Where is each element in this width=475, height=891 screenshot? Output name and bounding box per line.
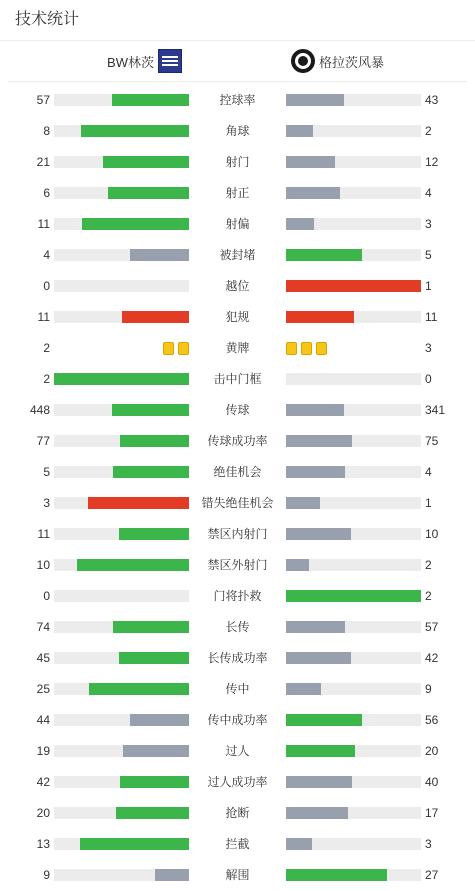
- away-bar: [286, 466, 345, 478]
- home-bar: [103, 156, 189, 168]
- stat-row: [0, 643, 475, 674]
- away-value: 11: [425, 310, 438, 324]
- stat-name: 错失绝佳机会: [201, 496, 274, 510]
- yellow-card-icon: [286, 342, 297, 355]
- stat-row: [0, 457, 475, 488]
- home-value: 42: [36, 775, 50, 789]
- away-bar: [286, 156, 335, 168]
- stat-name: 黄牌: [225, 341, 250, 355]
- home-bar: [77, 559, 189, 571]
- stat-name: 拦截: [225, 837, 250, 851]
- home-team[interactable]: [107, 41, 182, 81]
- stat-row: [0, 581, 475, 612]
- home-bar: [130, 249, 189, 261]
- away-value: 2: [425, 558, 432, 572]
- home-bar: [123, 745, 189, 757]
- yellow-card-icon: [316, 342, 327, 355]
- stat-name: 犯规: [225, 310, 250, 324]
- home-bar: [130, 714, 189, 726]
- stat-row: [0, 85, 475, 116]
- stat-name: 禁区外射门: [207, 558, 268, 572]
- away-bar: [286, 869, 387, 881]
- stat-name: 击中门框: [213, 372, 262, 386]
- home-bar-track: [54, 373, 189, 385]
- stat-name: 传中成功率: [207, 713, 268, 727]
- home-value: 25: [36, 682, 50, 696]
- away-bar-track: [286, 404, 421, 416]
- stat-row: [0, 426, 475, 457]
- away-bar: [286, 838, 312, 850]
- stat-name: 解围: [225, 868, 250, 882]
- home-bar-track: [54, 187, 189, 199]
- home-bar-track: [54, 714, 189, 726]
- home-bar: [80, 838, 189, 850]
- home-bar: [155, 869, 189, 881]
- away-value: 4: [425, 465, 432, 479]
- away-bar-track: [286, 652, 421, 664]
- away-bar: [286, 652, 351, 664]
- stat-row: [0, 550, 475, 581]
- home-bar-track: [54, 249, 189, 261]
- home-value: 448: [29, 403, 50, 417]
- away-value: 2: [425, 124, 432, 138]
- home-value: 5: [43, 465, 50, 479]
- away-value: 12: [425, 155, 439, 169]
- away-bar-track: [286, 497, 421, 509]
- home-bar: [81, 125, 189, 137]
- away-bar-track: [286, 528, 421, 540]
- stat-row: [0, 736, 475, 767]
- stat-name: 禁区内射门: [207, 527, 268, 541]
- away-bar: [286, 776, 352, 788]
- stat-name: 过人成功率: [207, 775, 268, 789]
- away-bar: [286, 559, 309, 571]
- away-value: 27: [425, 868, 439, 882]
- away-bar: [286, 435, 352, 447]
- home-bar-track: [54, 280, 189, 292]
- home-value: 11: [37, 527, 50, 541]
- yellow-card-icon: [301, 342, 312, 355]
- away-value: 43: [425, 93, 439, 107]
- home-bar-track: [54, 683, 189, 695]
- away-team-name: 格拉茨风暴: [319, 54, 385, 70]
- away-bar-track: [286, 776, 421, 788]
- away-bar-track: [286, 807, 421, 819]
- home-bar: [119, 528, 189, 540]
- away-yellow-cards: [286, 342, 327, 354]
- away-bar-track: [286, 745, 421, 757]
- stat-name: 传中: [225, 682, 250, 696]
- stat-row: [0, 767, 475, 798]
- home-value: 9: [43, 868, 50, 882]
- yellow-card-icon: [178, 342, 189, 355]
- home-bar: [113, 466, 189, 478]
- away-value: 1: [425, 496, 432, 510]
- away-value: 3: [425, 341, 432, 355]
- home-bar-track: [54, 652, 189, 664]
- away-bar-track: [286, 187, 421, 199]
- away-bar-track: [286, 559, 421, 571]
- stat-row: [0, 209, 475, 240]
- teams-header: [8, 41, 467, 82]
- home-value: 2: [43, 341, 50, 355]
- home-bar: [120, 776, 189, 788]
- away-bar-track: [286, 311, 421, 323]
- stat-name: 被封堵: [219, 248, 256, 262]
- away-value: 4: [425, 186, 432, 200]
- home-value: 0: [43, 279, 50, 293]
- stat-name: 长传成功率: [207, 651, 268, 665]
- away-value: 20: [425, 744, 439, 758]
- home-bar-track: [54, 125, 189, 137]
- away-value: 57: [425, 620, 439, 634]
- stat-row: [0, 612, 475, 643]
- home-value: 11: [37, 217, 50, 231]
- stat-row: [0, 705, 475, 736]
- home-bar: [82, 218, 189, 230]
- away-bar-track: [286, 466, 421, 478]
- home-bar-track: [54, 745, 189, 757]
- stat-name: 传球成功率: [207, 434, 268, 448]
- away-bar: [286, 683, 321, 695]
- stats-list: [0, 85, 475, 891]
- away-bar-track: [286, 94, 421, 106]
- home-value: 0: [43, 589, 50, 603]
- away-bar-track: [286, 125, 421, 137]
- away-bar: [286, 404, 344, 416]
- stat-row: [0, 333, 475, 364]
- home-bar: [120, 435, 189, 447]
- stat-name: 射偏: [225, 217, 250, 231]
- home-bar: [116, 807, 189, 819]
- home-bar-track: [54, 838, 189, 850]
- home-bar-track: [54, 590, 189, 602]
- away-bar: [286, 187, 340, 199]
- away-value: 1: [425, 279, 432, 293]
- home-value: 77: [36, 434, 50, 448]
- away-value: 9: [425, 682, 432, 696]
- stat-row: [0, 860, 475, 891]
- away-value: 10: [425, 527, 439, 541]
- away-value: 17: [425, 806, 439, 820]
- stat-name: 角球: [225, 124, 250, 138]
- home-value: 2: [43, 372, 50, 386]
- home-bar-track: [54, 466, 189, 478]
- home-value: 21: [36, 155, 50, 169]
- home-value: 57: [36, 93, 50, 107]
- away-bar-track: [286, 249, 421, 261]
- stat-name: 长传: [225, 620, 250, 634]
- home-value: 20: [36, 806, 50, 820]
- stat-name: 过人: [225, 744, 250, 758]
- away-bar-track: [286, 869, 421, 881]
- stat-name: 门将扑救: [213, 589, 262, 603]
- home-value: 4: [43, 248, 50, 262]
- yellow-card-icon: [163, 342, 174, 355]
- away-team[interactable]: [291, 41, 384, 81]
- stat-row: [0, 798, 475, 829]
- away-bar-track: [286, 590, 421, 602]
- away-bar: [286, 745, 355, 757]
- away-bar: [286, 218, 314, 230]
- stat-name: 射门: [225, 155, 250, 169]
- home-yellow-cards: [163, 342, 189, 354]
- away-bar: [286, 249, 362, 261]
- stat-row: [0, 147, 475, 178]
- away-bar-track: [286, 373, 421, 385]
- home-value: 8: [43, 124, 50, 138]
- stat-name: 绝佳机会: [213, 465, 262, 479]
- away-bar: [286, 280, 421, 292]
- home-bar-track: [54, 528, 189, 540]
- home-bar-track: [54, 776, 189, 788]
- away-bar: [286, 590, 421, 602]
- away-bar-track: [286, 156, 421, 168]
- stat-name: 越位: [225, 279, 250, 293]
- away-bar: [286, 497, 320, 509]
- away-bar: [286, 621, 345, 633]
- home-bar-track: [54, 94, 189, 106]
- home-bar-track: [54, 404, 189, 416]
- home-bar-track: [54, 435, 189, 447]
- away-value: 40: [425, 775, 439, 789]
- stat-row: [0, 519, 475, 550]
- home-bar-track: [54, 621, 189, 633]
- stat-name: 抢断: [225, 806, 250, 820]
- home-value: 6: [43, 186, 50, 200]
- away-bar: [286, 94, 344, 106]
- away-value: 42: [425, 651, 439, 665]
- away-bar-track: [286, 838, 421, 850]
- away-bar-track: [286, 435, 421, 447]
- home-value: 74: [36, 620, 50, 634]
- home-value: 11: [37, 310, 50, 324]
- stat-row: [0, 302, 475, 333]
- home-value: 10: [36, 558, 50, 572]
- away-bar: [286, 714, 362, 726]
- home-bar: [108, 187, 189, 199]
- home-value: 13: [36, 837, 50, 851]
- home-team-name: BW林茨: [107, 54, 154, 70]
- away-value: 3: [425, 837, 432, 851]
- stat-row: [0, 488, 475, 519]
- home-bar-track: [54, 311, 189, 323]
- stat-row: [0, 829, 475, 860]
- stat-row: [0, 395, 475, 426]
- away-bar: [286, 125, 313, 137]
- stat-row: [0, 271, 475, 302]
- away-bar-track: [286, 280, 421, 292]
- home-bar: [119, 652, 189, 664]
- home-bar: [113, 621, 189, 633]
- home-bar: [54, 373, 189, 385]
- home-bar: [112, 94, 189, 106]
- home-bar-track: [54, 156, 189, 168]
- away-value: 3: [425, 217, 432, 231]
- home-bar-track: [54, 497, 189, 509]
- away-bar-track: [286, 218, 421, 230]
- away-value: 0: [425, 372, 432, 386]
- away-bar: [286, 807, 348, 819]
- home-bar: [88, 497, 189, 509]
- away-bar: [286, 311, 354, 323]
- home-bar: [122, 311, 190, 323]
- stat-row: [0, 240, 475, 271]
- home-value: 45: [36, 651, 50, 665]
- page-title: 技术统计: [0, 0, 475, 41]
- away-bar-track: [286, 714, 421, 726]
- stat-row: [0, 364, 475, 395]
- away-value: 75: [425, 434, 439, 448]
- home-bar-track: [54, 807, 189, 819]
- home-bar: [112, 404, 189, 416]
- bw-linz-crest-icon: [158, 49, 182, 73]
- home-value: 19: [36, 744, 50, 758]
- away-bar-track: [286, 683, 421, 695]
- home-bar-track: [54, 218, 189, 230]
- home-bar-track: [54, 869, 189, 881]
- away-value: 2: [425, 589, 432, 603]
- sturm-graz-crest-icon: [291, 49, 315, 73]
- away-bar-track: [286, 621, 421, 633]
- away-value: 5: [425, 248, 432, 262]
- stat-name: 传球: [225, 403, 250, 417]
- away-value: 56: [425, 713, 439, 727]
- home-bar: [89, 683, 189, 695]
- stat-row: [0, 116, 475, 147]
- home-value: 44: [36, 713, 50, 727]
- home-value: 3: [43, 496, 50, 510]
- away-value: 341: [425, 403, 446, 417]
- away-bar: [286, 528, 351, 540]
- stat-row: [0, 674, 475, 705]
- home-bar-track: [54, 559, 189, 571]
- stat-name: 控球率: [219, 93, 256, 107]
- stat-row: [0, 178, 475, 209]
- stat-name: 射正: [225, 186, 250, 200]
